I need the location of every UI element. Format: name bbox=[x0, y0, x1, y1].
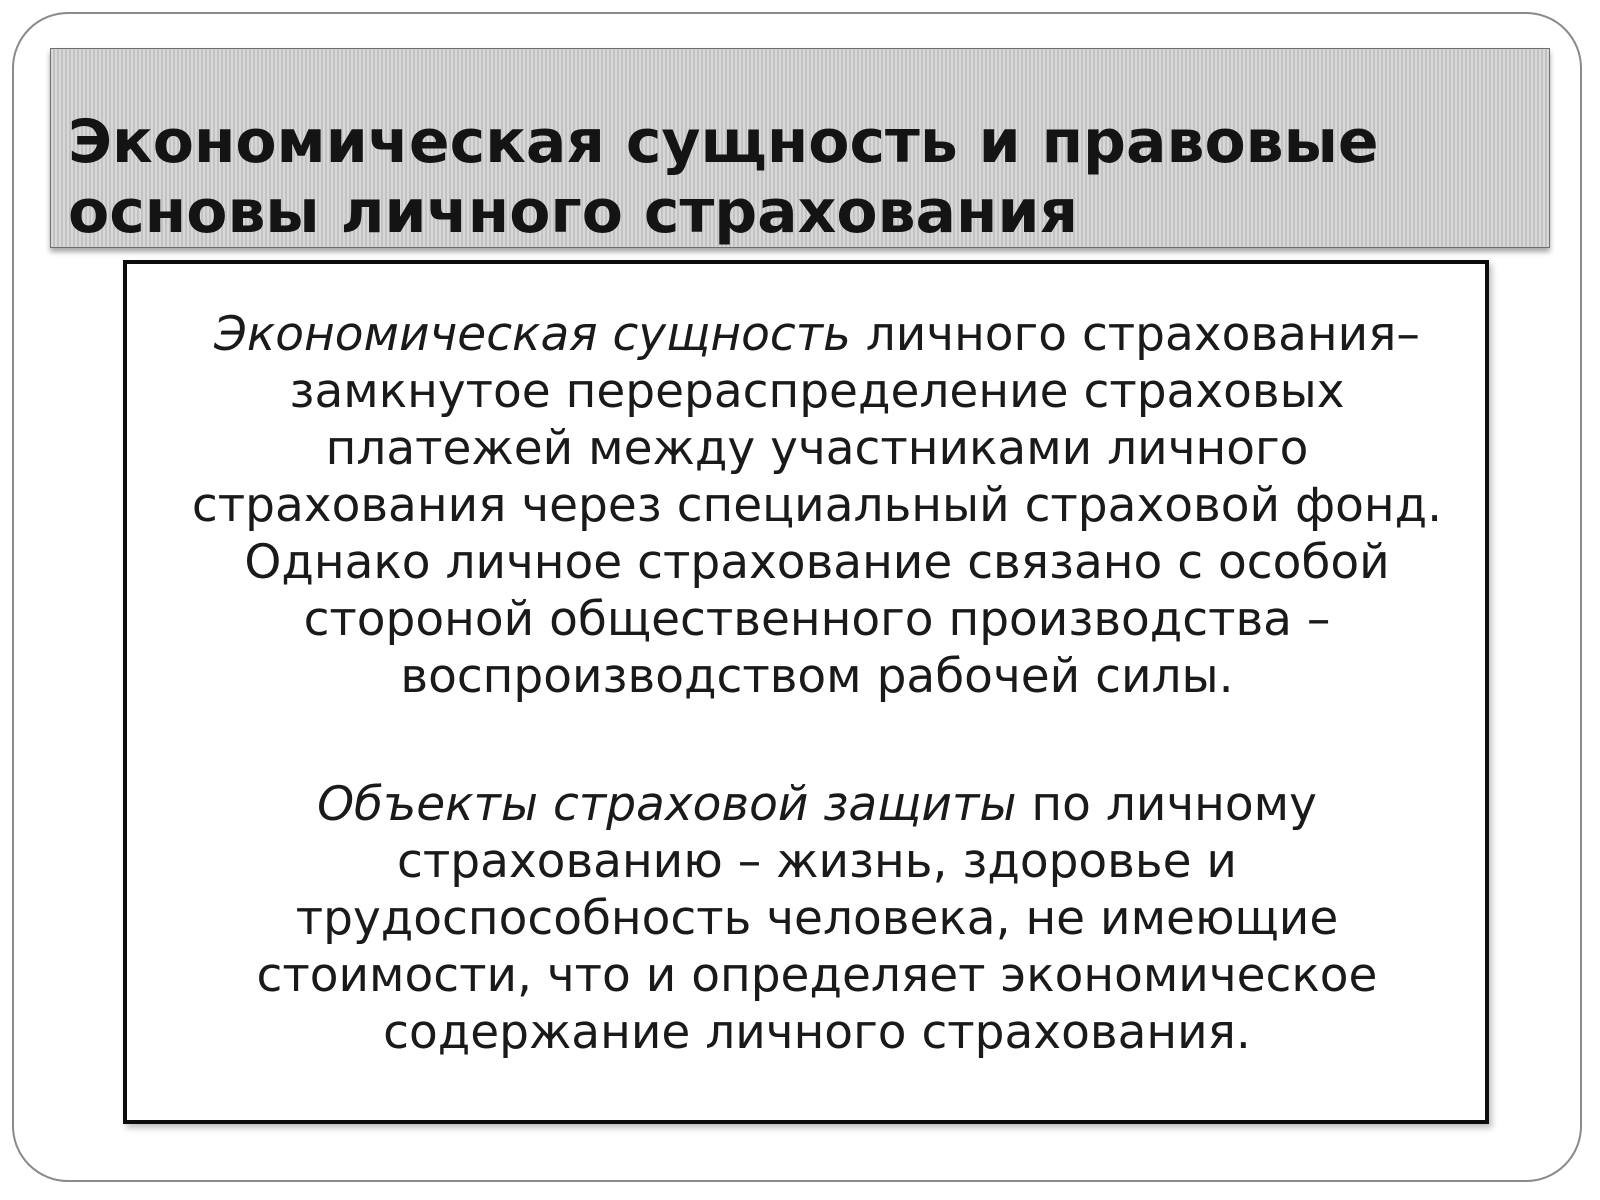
paragraph-protection-objects-text: по личному страхованию – жизнь, здоровье и трудоспособность человека, не имеющие стоимости, что и определяет экономическое содержание личного страхования. bbox=[256, 777, 1378, 1060]
term-protection-objects: Объекты страховой защиты bbox=[317, 777, 1017, 832]
slide-title-line-2: основы личного страхования bbox=[68, 177, 1079, 247]
term-economic-essence: Экономическая сущность bbox=[214, 307, 851, 362]
paragraph-economic-essence-text: личного страхования– замкнутое перераспределение страховых платежей между участниками личного страхования через специальный страховой фонд. Однако личное страхование связано с особой стороной общественного производства – воспроизводством рабочей силы. bbox=[191, 307, 1443, 704]
paragraph-economic-essence bbox=[167, 306, 1467, 705]
slide-title bbox=[68, 107, 1538, 247]
slide-title-line-1: Экономическая сущность и правовые bbox=[68, 107, 1379, 177]
paragraph-protection-objects bbox=[167, 776, 1467, 1061]
content-box bbox=[123, 260, 1489, 1124]
title-bar bbox=[50, 48, 1550, 248]
